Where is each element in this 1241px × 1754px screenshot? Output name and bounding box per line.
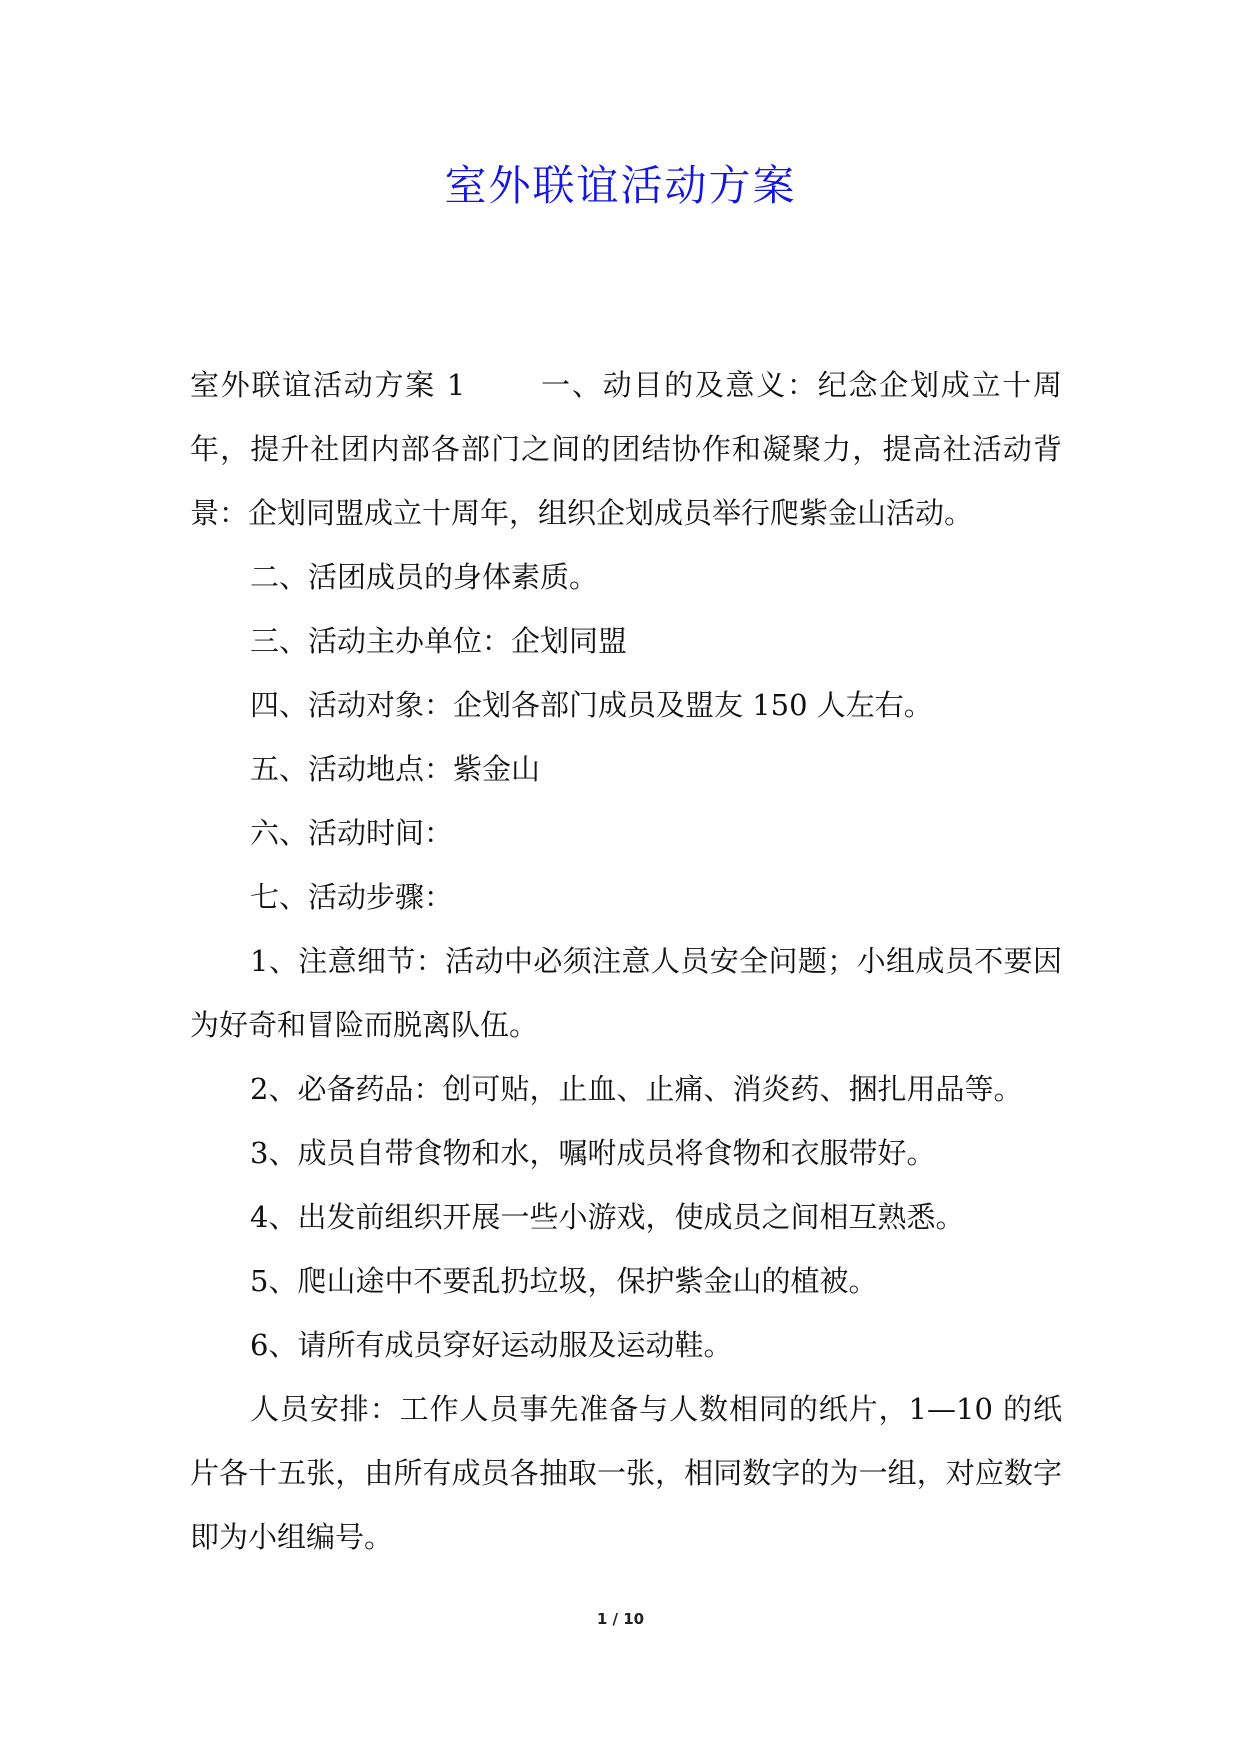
step-6: 6、请所有成员穿好运动服及运动鞋。 [250, 1328, 733, 1362]
step-4: 4、出发前组织开展一些小游戏，使成员之间相互熟悉。 [250, 1200, 965, 1234]
step-1: 1、注意细节：活动中必须注意人员安全问题；小组成员不要因为好奇和冒险而脱离队伍。 [190, 944, 1062, 1042]
document-title: 室外联谊活动方案 [444, 161, 797, 210]
paragraph-6: 六、活动时间： [250, 816, 454, 850]
paragraph-5: 五、活动地点：紫金山 [250, 752, 541, 786]
page-indicator: 1 / 10 [596, 1610, 645, 1628]
paragraph-2: 二、活团成员的身体素质。 [250, 560, 599, 594]
paragraph-7: 七、活动步骤： [250, 880, 454, 914]
step-3: 3、成员自带食物和水，嘱咐成员将食物和衣服带好。 [250, 1136, 936, 1170]
paragraph-4: 四、活动对象：企划各部门成员及盟友 150 人左右。 [250, 688, 933, 722]
intro-paragraph [190, 353, 1062, 545]
step-2: 2、必备药品：创可贴，止血、止痛、消炎药、捆扎用品等。 [250, 1072, 1023, 1106]
step-5: 5、爬山途中不要乱扔垃圾，保护紫金山的植被。 [250, 1264, 878, 1298]
paragraph-3: 三、活动主办单位：企划同盟 [250, 624, 628, 658]
document-body [190, 353, 1062, 1569]
staffing-paragraph: 人员安排：工作人员事先准备与人数相同的纸片，1—10 的纸片各十五张，由所有成员各抽取一张，相同数字的为一组，对应数字即为小组编号。 [190, 1392, 1062, 1554]
intro-text: 一、动目的及意义：纪念企划成立十周年，提升社团内部各部门之间的团结协作和凝聚力，提高社活动背景：企划同盟成立十周年，组织企划成员举行爬紫金山活动。 [190, 368, 1062, 530]
intro-label: 室外联谊活动方案 1 [190, 368, 466, 402]
